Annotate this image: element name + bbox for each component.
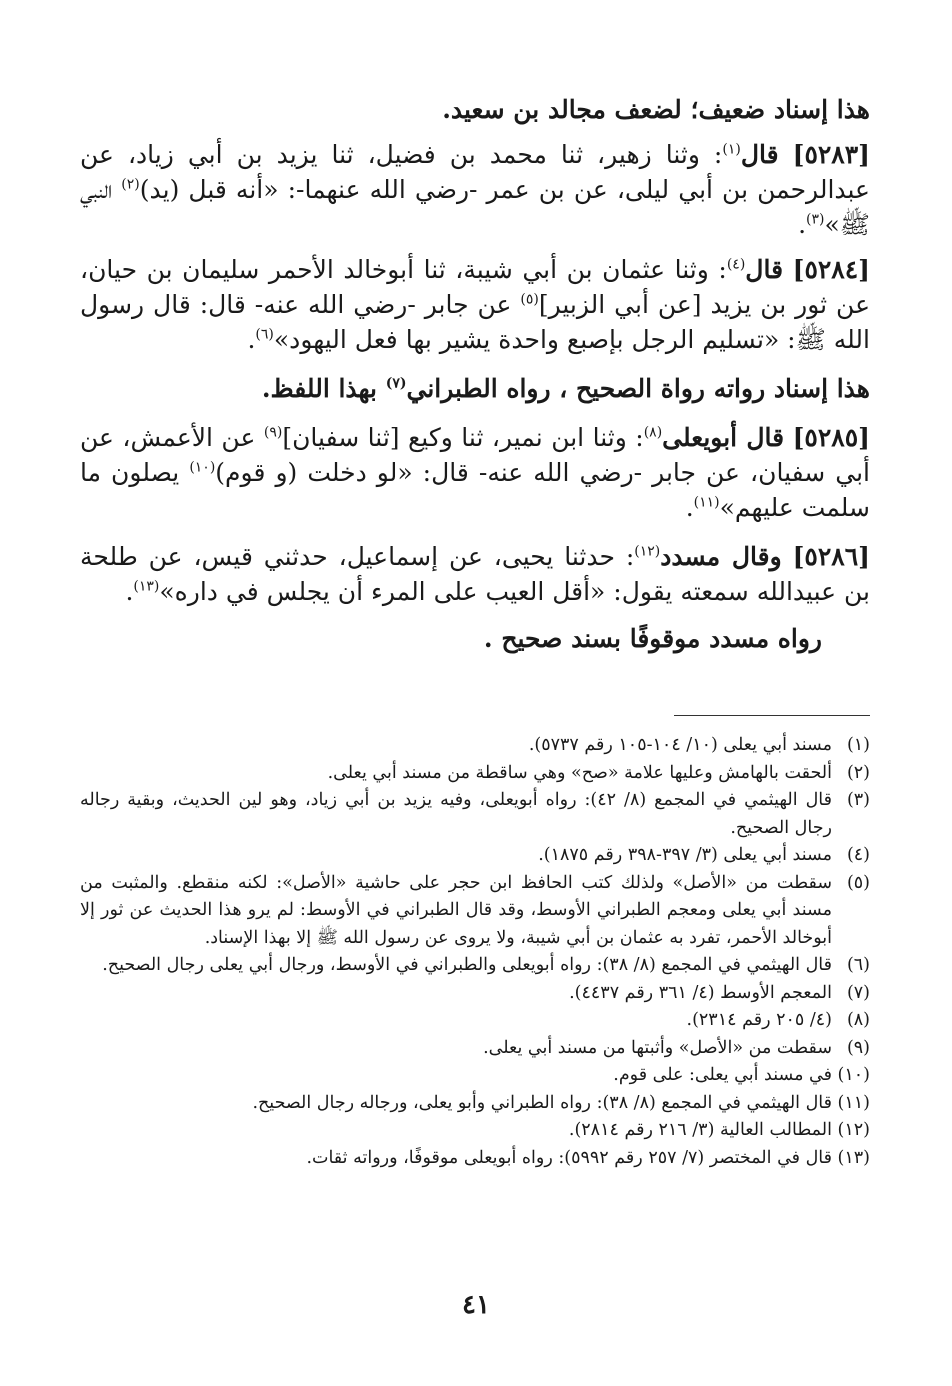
footnote-item xyxy=(80,787,870,842)
footnote-text: المعجم الأوسط (٤/ ٣٦١ رقم ٤٤٣٧). xyxy=(569,982,832,1003)
footnote-number: (٣) xyxy=(846,790,870,810)
hadith-text: . xyxy=(798,210,807,239)
footnote-text: قال في المختصر (٧/ ٢٥٧ رقم ٥٩٩٢): رواه أبويعلى موقوفًا، ورواته ثقات. xyxy=(306,1147,832,1168)
hadith-text: . xyxy=(247,325,256,354)
hadith-text: عن الأعمش، عن أبي سفيان، عن جابر -رضي الله عنه- قال: «لو دخلت (و قوم) xyxy=(80,423,871,487)
page-number: ٤١ xyxy=(462,1290,490,1320)
intro-line: هذا إسناد ضعيف؛ لضعف مجالد بن سعيد. xyxy=(442,95,870,124)
footnote-ref: (٨) xyxy=(643,424,663,441)
footnote-number: (١٢) xyxy=(837,1120,870,1140)
hadith-5286 xyxy=(80,539,870,609)
footnote-number: (٤) xyxy=(846,845,870,865)
hadith-number: [٥٢٨٦] xyxy=(792,542,870,571)
footnote-number: (٦) xyxy=(846,955,870,975)
hadith-number: [٥٢٨٥] xyxy=(792,423,870,452)
hadith-number: [٥٢٨٤] xyxy=(792,255,871,284)
hadith-number: [٥٢٨٣] xyxy=(792,140,870,169)
grading-text: هذا إسناد رواته رواة الصحيح ، رواه الطبراني xyxy=(406,374,870,403)
hadith-text: : وثنا زهير، ثنا محمد بن فضيل، ثنا يزيد بن أبي زياد، عن عبدالرحمن بن أبي ليلى، عن بن عمر -رضي الله عنهما-: «أنه قبل (يد) xyxy=(80,140,870,204)
footnote-text: سقطت من «الأصل» ولذلك كتب الحافظ ابن حجر على حاشية «الأصل»: لكنه منقطع. والمثبت من مسند أبي يعلى ومعجم الطبراني الأوسط، وقد قال الطبراني في الأوسط: لم يرو هذا الحديث عن ثور إلا أبوخالد الأحمر، تفرد به عثمان بن أبي شيبة، ولا يروى عن رسول الله ﷺ إلا بهذا الإسناد. xyxy=(80,872,832,948)
hadith-text: عن جابر -رضي الله عنه- قال: قال رسول الله ﷺ: «تسليم الرجل بإصبع واحدة يشير بها فعل اليهود» xyxy=(80,290,870,354)
hadith-5283 xyxy=(80,137,870,242)
footnote-text: مسند أبي يعلى (٣/ ٣٩٧-٣٩٨ رقم ١٨٧٥). xyxy=(538,845,832,865)
hadith-text: . xyxy=(685,493,694,522)
footnote-number: (٧) xyxy=(846,982,870,1003)
hadith-text: : وثنا ابن نمير، ثنا وكيع [ثنا سفيان] xyxy=(282,423,644,452)
footnote-ref: (١٣) xyxy=(133,578,160,595)
footnote-number: (١١) xyxy=(837,1092,870,1113)
footnote-text: قال الهيثمي في المجمع (٨/ ٣٨): رواه أبويعلى والطبراني في الأوسط، ورجال أبي يعلى رجال الصحيح. xyxy=(102,955,832,975)
footnote-item xyxy=(80,1145,870,1173)
footnote-item xyxy=(80,732,870,760)
hadith-lead: قال أبويعلى xyxy=(662,423,785,452)
footnote-text: قال الهيثمي في المجمع (٨/ ٣٨): رواه الطبراني وأبو يعلى، ورجاله رجال الصحيح. xyxy=(252,1092,832,1113)
footnote-number: (٨) xyxy=(846,1010,870,1030)
footnote-divider xyxy=(674,715,870,716)
hadith-5285 xyxy=(80,420,870,525)
footnote-ref: (٣) xyxy=(806,211,825,228)
hadith-lead: قال xyxy=(745,255,784,284)
footnote-text: في مسند أبي يعلى: على قوم. xyxy=(613,1065,832,1085)
grading-text: بهذا اللفظ. xyxy=(261,374,386,403)
footnote-item xyxy=(80,1035,870,1063)
footnote-item xyxy=(80,1007,870,1035)
footnote-item xyxy=(80,980,870,1008)
footnote-ref: (٥) xyxy=(520,291,539,308)
footnote-ref: (١٠) xyxy=(189,459,216,476)
footnote-number: (١٣) xyxy=(837,1147,870,1168)
footnote-item xyxy=(80,1062,870,1090)
footnote-number: (٢) xyxy=(846,762,870,783)
main-text xyxy=(80,92,870,656)
footnote-number: (٩) xyxy=(846,1037,870,1058)
footnote-text: (٤/ ٢٠٥ رقم ٢٣١٤). xyxy=(686,1010,832,1030)
footnote-text: مسند أبي يعلى (١٠/ ١٠٤-١٠٥ رقم ٥٧٣٧). xyxy=(528,735,832,755)
footnote-item xyxy=(80,842,870,870)
grading-5284 xyxy=(80,371,870,406)
footnotes xyxy=(80,732,870,1172)
footnote-ref: (٢) xyxy=(121,176,140,193)
footnote-ref: (٧) xyxy=(385,375,407,392)
hadith-5284 xyxy=(80,252,870,357)
hadith-lead: وقال مسدد xyxy=(660,542,782,571)
footnote-text: قال الهيثمي في المجمع (٨/ ٤٢): رواه أبويعلى، وفيه يزيد بن أبي زياد، وهو لين الحديث، وبقية رجاله رجال الصحيح. xyxy=(80,790,832,838)
footnote-text: ألحقت بالهامش وعليها علامة «صح» وهي ساقطة من مسند أبي يعلى. xyxy=(327,762,832,783)
footnote-ref: (١) xyxy=(722,141,741,158)
footnote-item xyxy=(80,760,870,788)
hadith-text: . xyxy=(125,577,134,606)
footnote-item xyxy=(80,1117,870,1145)
footnote-number: (٥) xyxy=(846,872,870,893)
hadith-text: النبي ﷺ» xyxy=(80,175,870,239)
footnote-item xyxy=(80,870,870,953)
footnote-ref: (١١) xyxy=(693,494,720,511)
footnote-number: (١) xyxy=(846,735,870,755)
closing-line: رواه مسدد موقوفًا بسند صحيح . xyxy=(483,624,822,653)
footnote-ref: (٩) xyxy=(263,424,283,441)
footnote-text: سقطت من «الأصل» وأثبتها من مسند أبي يعلى. xyxy=(483,1037,832,1058)
hadith-text: يصلون ما سلمت عليهم» xyxy=(80,458,870,522)
hadith-lead: قال xyxy=(740,140,779,169)
footnote-text: المطالب العالية (٣/ ٢١٦ رقم ٢٨١٤). xyxy=(568,1120,832,1140)
hadith-text: : حدثنا يحيى، عن إسماعيل، حدثني قيس، عن طلحة بن عبيدالله سمعته يقول: «أقل العيب على المرء أن يجلس في داره» xyxy=(80,542,870,606)
footnote-item xyxy=(80,1090,870,1118)
hadith-text: : وثنا عثمان بن أبي شيبة، ثنا أبوخالد الأحمر سليمان بن حيان، عن ثور بن يزيد [عن أبي الزبير] xyxy=(80,255,870,319)
footnote-ref: (١٢) xyxy=(634,543,661,560)
footnote-ref: (٤) xyxy=(726,256,746,273)
footnote-number: (١٠) xyxy=(837,1065,870,1085)
footnote-item xyxy=(80,952,870,980)
footnote-ref: (٦) xyxy=(255,326,274,343)
